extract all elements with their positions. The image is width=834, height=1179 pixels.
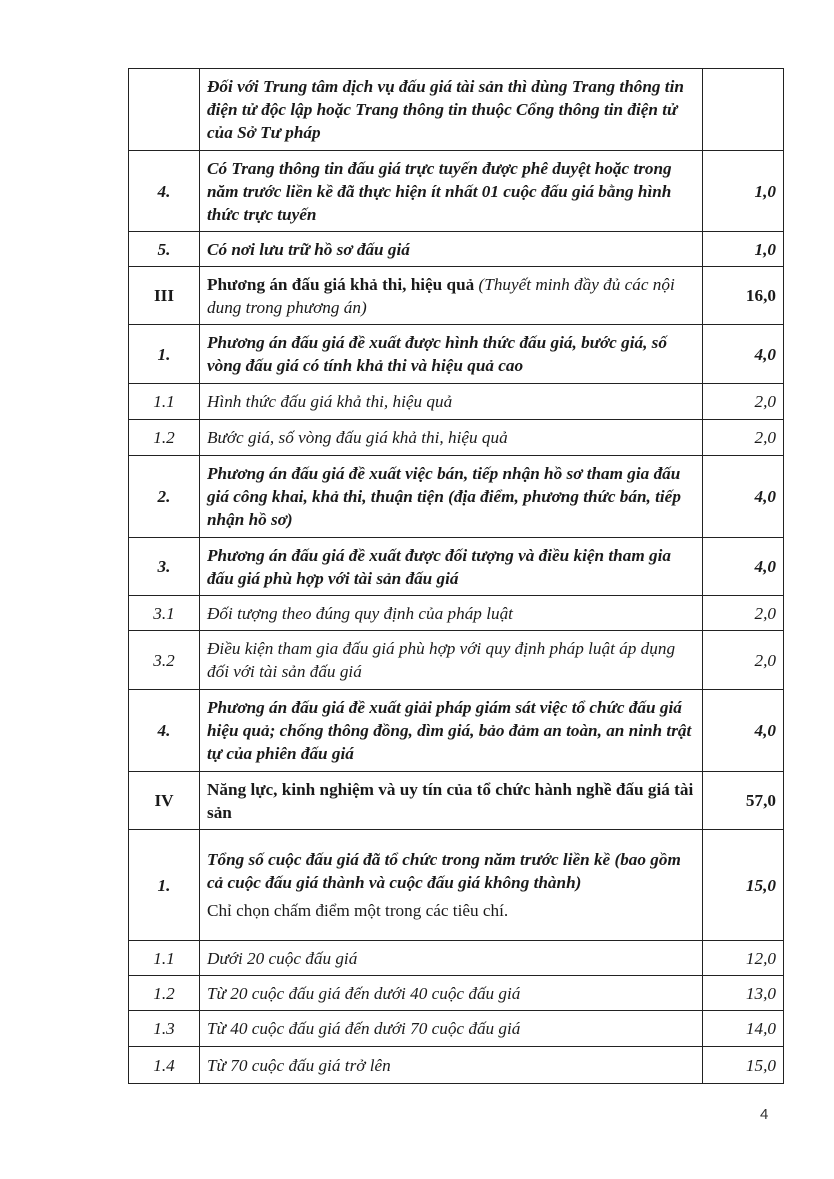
row-content: Đối với Trung tâm dịch vụ đấu giá tài sản thì dùng Trang thông tin điện tử độc lập hoặc Trang thông tin thuộc Cổng thông tin điện tử của Sở Tư pháp xyxy=(200,69,703,151)
row-number: 1.2 xyxy=(129,976,200,1011)
row-number: 1.4 xyxy=(129,1047,200,1084)
row-score: 14,0 xyxy=(703,1011,784,1047)
row-score: 2,0 xyxy=(703,420,784,456)
row-score: 4,0 xyxy=(703,325,784,384)
table-row-section xyxy=(129,772,784,830)
row-score: 4,0 xyxy=(703,456,784,538)
table-row xyxy=(129,232,784,267)
table-row xyxy=(129,941,784,976)
row-content: Phương án đấu giá đề xuất được đối tượng và điều kiện tham gia đấu giá phù hợp với tài sản đấu giá xyxy=(200,538,703,596)
row-content: Dưới 20 cuộc đấu giá xyxy=(200,941,703,976)
table-row xyxy=(129,69,784,151)
table-row xyxy=(129,830,784,941)
row-content: Phương án đấu giá đề xuất được hình thức đấu giá, bước giá, số vòng đấu giá có tính khả thi và hiệu quả cao xyxy=(200,325,703,384)
row-score: 15,0 xyxy=(703,830,784,941)
section-title: Phương án đấu giá khả thi, hiệu quả xyxy=(207,274,475,294)
row-score: 2,0 xyxy=(703,596,784,631)
scoring-criteria-table xyxy=(128,68,784,1084)
row-content: Từ 40 cuộc đấu giá đến dưới 70 cuộc đấu giá xyxy=(200,1011,703,1047)
table-row xyxy=(129,976,784,1011)
row-score: 2,0 xyxy=(703,384,784,420)
table-row xyxy=(129,420,784,456)
row-content: Hình thức đấu giá khả thi, hiệu quả xyxy=(200,384,703,420)
row-score: 12,0 xyxy=(703,941,784,976)
table-row xyxy=(129,1047,784,1084)
row-score: 1,0 xyxy=(703,151,784,232)
table-row xyxy=(129,596,784,631)
section-title: Năng lực, kinh nghiệm và uy tín của tổ chức hành nghề đấu giá tài sản xyxy=(200,772,703,830)
row-content: Từ 70 cuộc đấu giá trở lên xyxy=(200,1047,703,1084)
section-score: 16,0 xyxy=(703,267,784,325)
row-number: 4. xyxy=(129,690,200,772)
section-number: III xyxy=(129,267,200,325)
row-content: Điều kiện tham gia đấu giá phù hợp với quy định pháp luật áp dụng đối với tài sản đấu giá xyxy=(200,631,703,690)
row-content: Đối tượng theo đúng quy định của pháp luật xyxy=(200,596,703,631)
table-row xyxy=(129,631,784,690)
table-row xyxy=(129,538,784,596)
table-row-section xyxy=(129,267,784,325)
row-content: Từ 20 cuộc đấu giá đến dưới 40 cuộc đấu giá xyxy=(200,976,703,1011)
row-content-note: Chỉ chọn chấm điểm một trong các tiêu chí. xyxy=(207,901,509,920)
row-content: Có nơi lưu trữ hồ sơ đấu giá xyxy=(200,232,703,267)
row-content-main: Tổng số cuộc đấu giá đã tổ chức trong năm trước liền kề (bao gồm cả cuộc đấu giá thành và cuộc đấu giá không thành) xyxy=(207,850,681,892)
row-number: 5. xyxy=(129,232,200,267)
row-content xyxy=(200,830,703,941)
table-row xyxy=(129,690,784,772)
row-number: 4. xyxy=(129,151,200,232)
section-note: (Thuyết minh đầy đủ các nội dung trong phương án) xyxy=(207,274,675,317)
row-number: 3.2 xyxy=(129,631,200,690)
table-row xyxy=(129,151,784,232)
row-content: Có Trang thông tin đấu giá trực tuyến được phê duyệt hoặc trong năm trước liền kề đã thực hiện ít nhất 01 cuộc đấu giá bằng hình thức trực tuyến xyxy=(200,151,703,232)
row-number: 2. xyxy=(129,456,200,538)
section-number: IV xyxy=(129,772,200,830)
row-number xyxy=(129,69,200,151)
row-number: 3.1 xyxy=(129,596,200,631)
row-number: 1.3 xyxy=(129,1011,200,1047)
page-number: 4 xyxy=(760,1106,769,1123)
row-content: Phương án đấu giá đề xuất việc bán, tiếp nhận hồ sơ tham gia đấu giá công khai, khả thi, thuận tiện (địa điểm, phương thức bán, tiếp nhận hồ sơ) xyxy=(200,456,703,538)
row-score: 2,0 xyxy=(703,631,784,690)
table-row xyxy=(129,325,784,384)
section-score: 57,0 xyxy=(703,772,784,830)
row-score: 15,0 xyxy=(703,1047,784,1084)
row-number: 1. xyxy=(129,325,200,384)
table-row xyxy=(129,456,784,538)
row-content: Phương án đấu giá đề xuất giải pháp giám sát việc tổ chức đấu giá hiệu quả; chống thông đồng, dìm giá, bảo đảm an toàn, an ninh trật tự của phiên đấu giá xyxy=(200,690,703,772)
row-score: 1,0 xyxy=(703,232,784,267)
row-number: 1.2 xyxy=(129,420,200,456)
row-score: 4,0 xyxy=(703,690,784,772)
row-score: 4,0 xyxy=(703,538,784,596)
table-row xyxy=(129,1011,784,1047)
row-number: 3. xyxy=(129,538,200,596)
row-number: 1.1 xyxy=(129,384,200,420)
row-score xyxy=(703,69,784,151)
row-number: 1.1 xyxy=(129,941,200,976)
table-row xyxy=(129,384,784,420)
row-number: 1. xyxy=(129,830,200,941)
row-score: 13,0 xyxy=(703,976,784,1011)
row-content: Bước giá, số vòng đấu giá khả thi, hiệu quả xyxy=(200,420,703,456)
section-content xyxy=(200,267,703,325)
